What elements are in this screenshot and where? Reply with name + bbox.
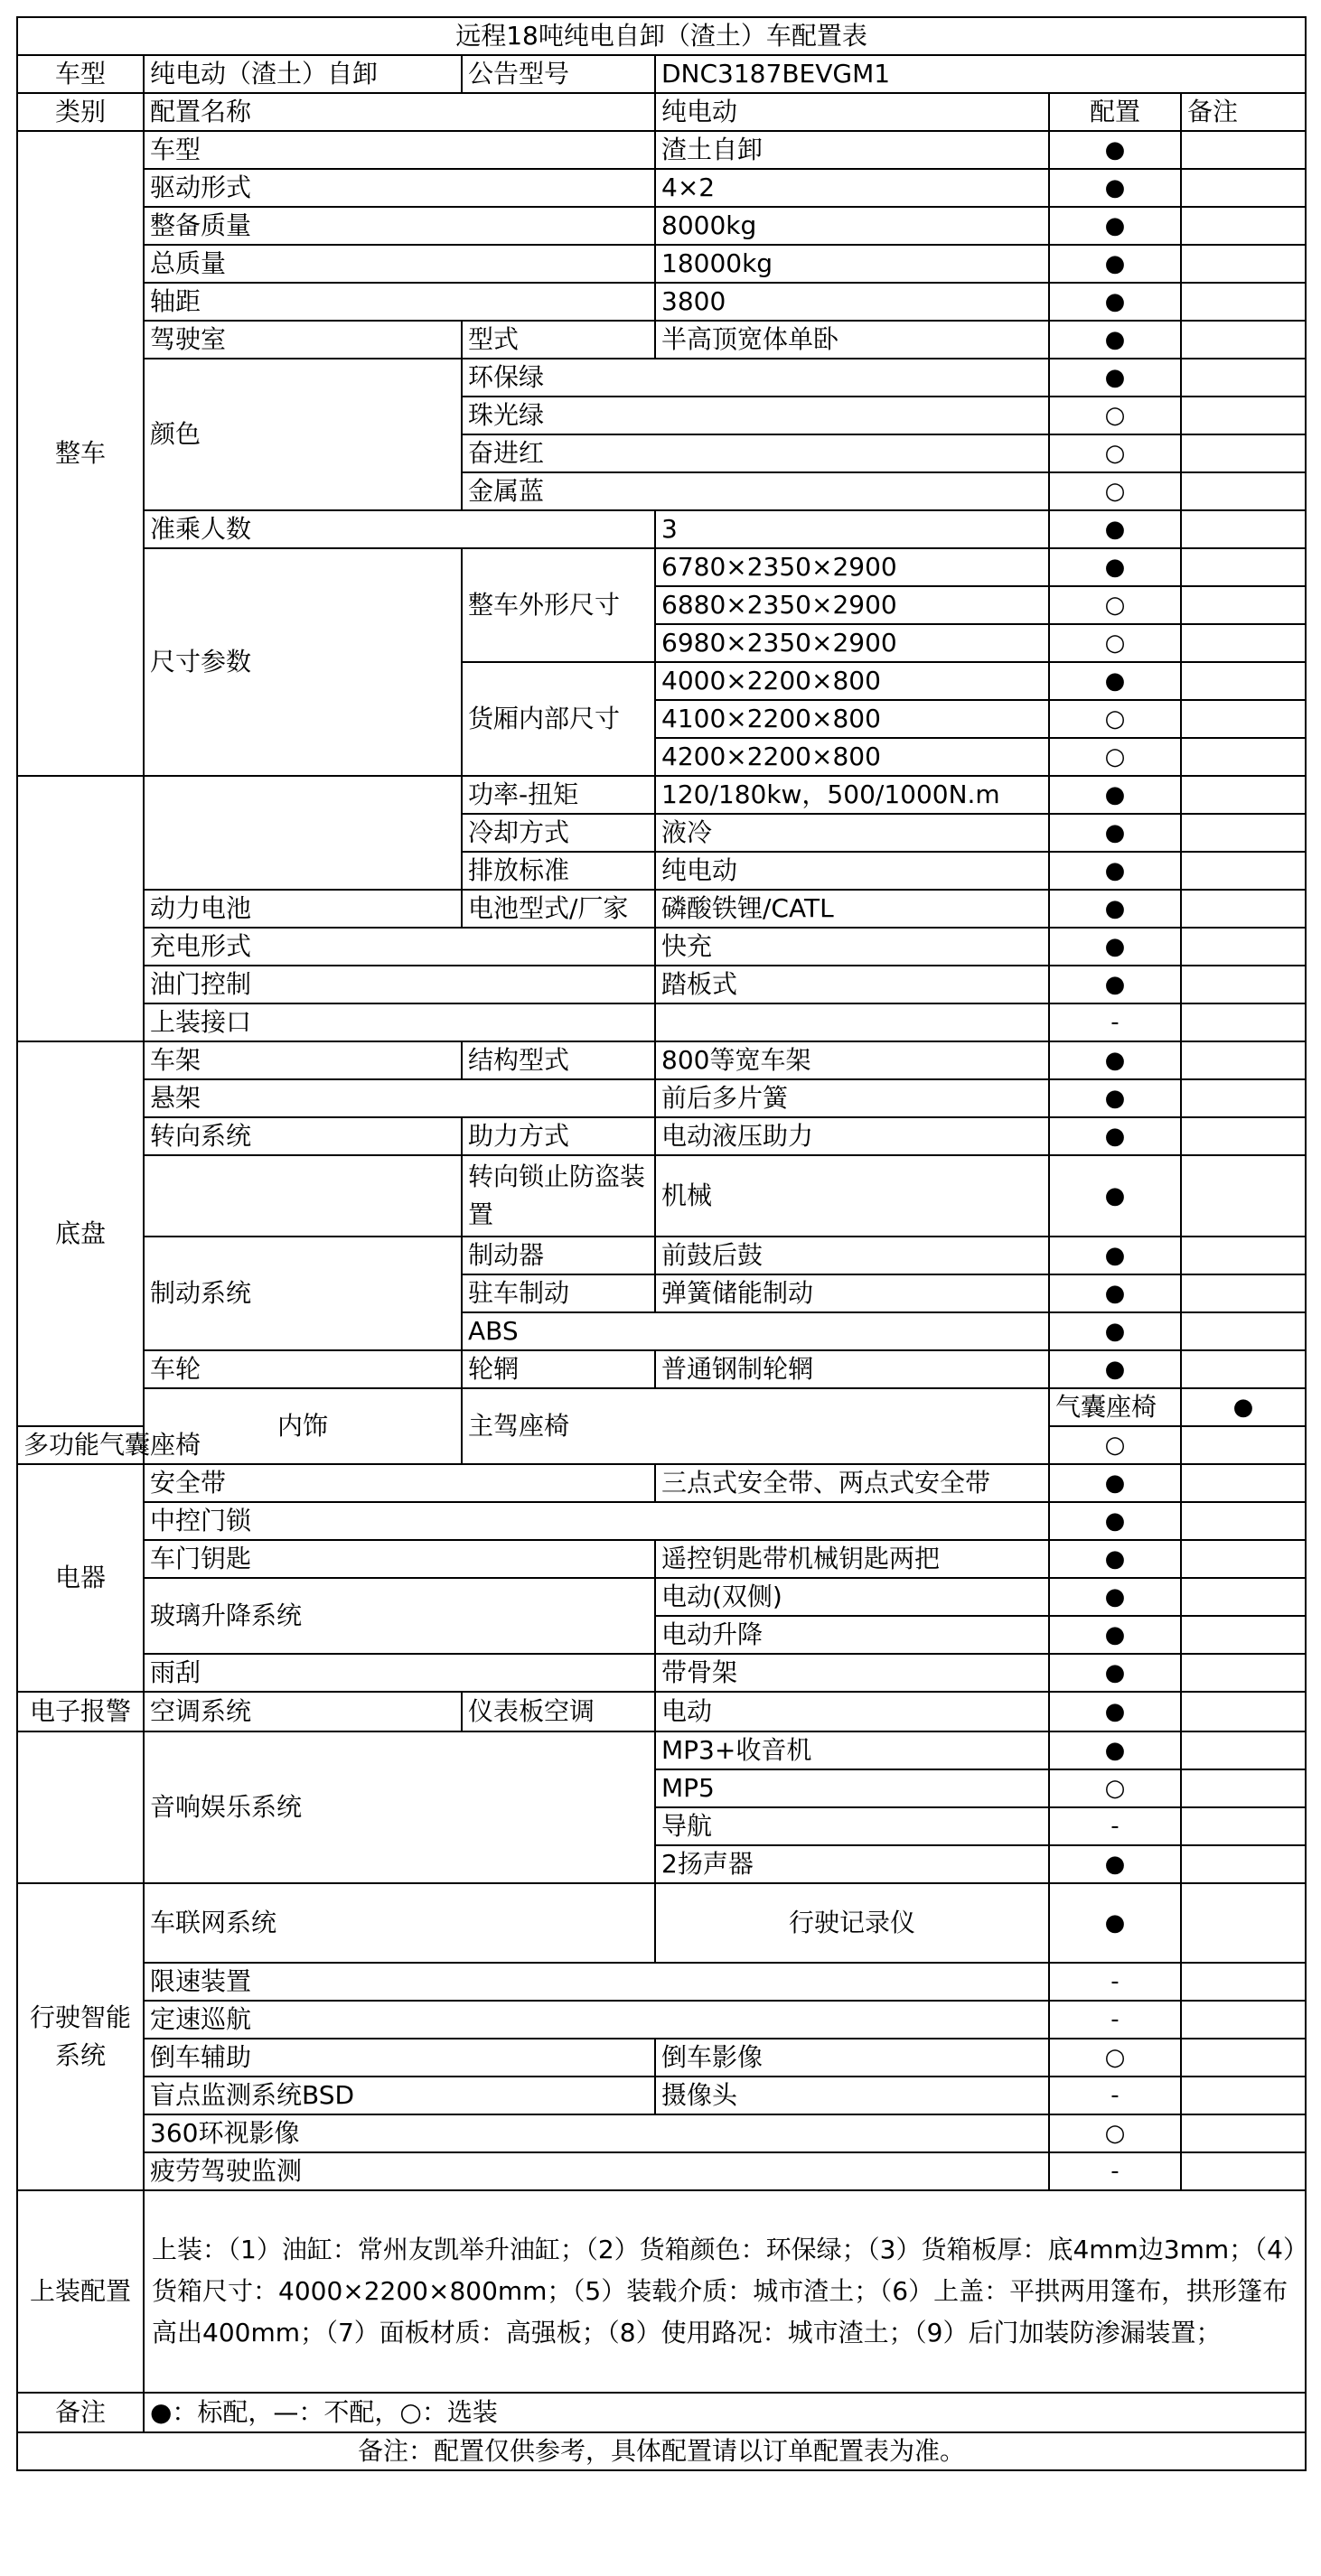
item-sub: 仪表板空调 xyxy=(462,1692,655,1731)
std-mark: ● xyxy=(1049,1237,1181,1274)
table-row xyxy=(17,1883,1306,1963)
remark-cell xyxy=(1181,776,1306,814)
std-mark: ● xyxy=(1049,283,1181,321)
remark-cell xyxy=(1181,1312,1306,1350)
item-sub: 电池型式/厂家 xyxy=(462,890,655,928)
category-smart: 行驶智能系统 xyxy=(17,1883,144,2190)
table-row xyxy=(17,321,1306,359)
std-mark: ● xyxy=(1049,1578,1181,1616)
item-sub: 驻车制动 xyxy=(462,1274,655,1312)
std-mark: ● xyxy=(1049,776,1181,814)
std-mark: ● xyxy=(1049,169,1181,207)
opt-mark: ○ xyxy=(1049,2039,1181,2077)
category-electric: 电器 xyxy=(17,1464,144,1692)
table-row xyxy=(17,1388,1306,1426)
none-mark: - xyxy=(1049,2152,1181,2190)
remark-cell xyxy=(1181,1426,1306,1464)
category-remark: 备注 xyxy=(17,2393,144,2432)
table-row xyxy=(17,2077,1306,2114)
col-remark: 备注 xyxy=(1181,93,1306,131)
std-mark: ● xyxy=(1049,1883,1181,1963)
table-row xyxy=(17,1079,1306,1117)
remark-cell xyxy=(1181,624,1306,662)
table-row xyxy=(17,1731,1306,1769)
item-name: 疲劳驾驶监测 xyxy=(144,2152,1049,2190)
item-sub: 排放标准 xyxy=(462,852,655,890)
remark-cell xyxy=(1181,1616,1306,1654)
item-name: 总质量 xyxy=(144,245,655,283)
table-row xyxy=(17,359,1306,397)
remark-cell xyxy=(1181,1540,1306,1578)
remark-cell xyxy=(1181,207,1306,245)
vehicle-label: 车型 xyxy=(17,55,144,93)
table-row xyxy=(17,966,1306,1003)
std-mark: ● xyxy=(1049,1041,1181,1079)
item-name: 限速装置 xyxy=(144,1963,1049,2001)
remark-cell xyxy=(1181,434,1306,472)
table-row xyxy=(17,1540,1306,1578)
std-mark: ● xyxy=(1049,1117,1181,1155)
std-mark: ● xyxy=(1049,1845,1181,1883)
item-name: 中控门锁 xyxy=(144,1502,1049,1540)
remark-cell xyxy=(1181,1079,1306,1117)
legend-text: ●：标配，—：不配，○：选装 xyxy=(144,2393,1306,2432)
remark-cell xyxy=(1181,2001,1306,2039)
remark-cell xyxy=(1181,738,1306,776)
col-config-name: 配置名称 xyxy=(144,93,655,131)
item-value: 4100×2200×800 xyxy=(655,700,1049,738)
remark-cell xyxy=(1181,321,1306,359)
table-row xyxy=(17,1155,1306,1237)
item-name: 倒车辅助 xyxy=(144,2039,655,2077)
item-value: 电动升降 xyxy=(655,1616,1049,1654)
std-mark: ● xyxy=(1049,1350,1181,1388)
remark-cell xyxy=(1181,1807,1306,1845)
std-mark: ● xyxy=(1049,1540,1181,1578)
opt-mark: ○ xyxy=(1049,434,1181,472)
remark-cell xyxy=(1181,548,1306,586)
item-value: 800等宽车架 xyxy=(655,1041,1049,1079)
remark-cell xyxy=(1181,700,1306,738)
col-ev: 纯电动 xyxy=(655,93,1049,131)
remark-cell xyxy=(1181,1155,1306,1237)
remark-cell xyxy=(1181,852,1306,890)
table-row xyxy=(17,1350,1306,1388)
notice-value: DNC3187BEVGM1 xyxy=(655,55,1306,93)
std-mark: ● xyxy=(1049,245,1181,283)
std-mark: ● xyxy=(1049,1616,1181,1654)
remark-cell xyxy=(1181,283,1306,321)
std-mark: ● xyxy=(1049,1464,1181,1502)
remark-cell xyxy=(1181,169,1306,207)
remark-cell xyxy=(1181,1883,1306,1963)
table-row xyxy=(17,928,1306,966)
table-row xyxy=(17,548,1306,586)
vehicle-value: 纯电动（渣土）自卸 xyxy=(144,55,462,93)
item-value: 倒车影像 xyxy=(655,2039,1049,2077)
table-row xyxy=(17,1237,1306,1274)
item-value: MP5 xyxy=(655,1769,1049,1807)
std-mark: ● xyxy=(1049,359,1181,397)
remark-cell xyxy=(1181,1769,1306,1807)
item-value: 8000kg xyxy=(655,207,1049,245)
std-mark: ● xyxy=(1049,1731,1181,1769)
table-row xyxy=(17,2001,1306,2039)
item-value: 4×2 xyxy=(655,169,1049,207)
item-value: 摄像头 xyxy=(655,2077,1049,2114)
item-name: 车架 xyxy=(144,1041,462,1079)
item-value: 电动液压助力 xyxy=(655,1117,1049,1155)
item-value: 渣土自卸 xyxy=(655,131,1049,169)
item-name xyxy=(144,1155,462,1237)
remark-cell xyxy=(1181,1464,1306,1502)
table-row xyxy=(17,1117,1306,1155)
item-name: 充电形式 xyxy=(144,928,655,966)
remark-cell xyxy=(1181,2114,1306,2152)
remark-cell xyxy=(1181,1654,1306,1692)
std-mark: ● xyxy=(1049,510,1181,548)
item-value: 液冷 xyxy=(655,814,1049,852)
item-value: 快充 xyxy=(655,928,1049,966)
remark-cell xyxy=(1181,1274,1306,1312)
remark-cell xyxy=(1181,1963,1306,2001)
footer-row xyxy=(17,2432,1306,2470)
item-option: 珠光绿 xyxy=(462,397,1049,434)
item-name: 驱动形式 xyxy=(144,169,655,207)
item-value: 气囊座椅 xyxy=(1049,1388,1181,1426)
remark-cell xyxy=(1181,359,1306,397)
remark-cell xyxy=(1181,1502,1306,1540)
item-value: 机械 xyxy=(655,1155,1049,1237)
none-mark: - xyxy=(1049,1807,1181,1845)
std-mark: ● xyxy=(1049,1692,1181,1731)
item-name: 安全带 xyxy=(144,1464,655,1502)
item-name: 音响娱乐系统 xyxy=(144,1731,655,1883)
table-row xyxy=(17,207,1306,245)
item-value: 导航 xyxy=(655,1807,1049,1845)
item-value: 6880×2350×2900 xyxy=(655,586,1049,624)
item-name: 轴距 xyxy=(144,283,655,321)
remark-cell xyxy=(1181,1041,1306,1079)
remark-cell xyxy=(1181,1237,1306,1274)
table-row xyxy=(17,1502,1306,1540)
item-sub: 转向锁止防盗装置 xyxy=(462,1155,655,1237)
std-mark: ● xyxy=(1049,207,1181,245)
item-name: 油门控制 xyxy=(144,966,655,1003)
std-mark: ● xyxy=(1049,928,1181,966)
item-name: 车门钥匙 xyxy=(144,1540,655,1578)
item-name: 车型 xyxy=(144,131,655,169)
item-value: 18000kg xyxy=(655,245,1049,283)
table-row xyxy=(17,890,1306,928)
opt-mark: ○ xyxy=(1049,1426,1181,1464)
column-header-row xyxy=(17,93,1306,131)
table-row xyxy=(17,2039,1306,2077)
table-row xyxy=(17,1692,1306,1731)
title-row xyxy=(17,17,1306,55)
std-mark: ● xyxy=(1049,1654,1181,1692)
col-config: 配置 xyxy=(1049,93,1181,131)
item-value: 3800 xyxy=(655,283,1049,321)
category-interior: 内饰 xyxy=(144,1388,462,1464)
item-sub: 货厢内部尺寸 xyxy=(462,662,655,776)
opt-mark: ○ xyxy=(1049,472,1181,510)
item-value: 电动 xyxy=(655,1692,1049,1731)
std-mark: ● xyxy=(1049,966,1181,1003)
item-name: 转向系统 xyxy=(144,1117,462,1155)
std-mark: ● xyxy=(1049,662,1181,700)
item-value: 弹簧储能制动 xyxy=(655,1274,1049,1312)
std-mark: ● xyxy=(1049,1502,1181,1540)
table-row xyxy=(17,1003,1306,1041)
none-mark: - xyxy=(1049,1963,1181,2001)
table-row xyxy=(17,131,1306,169)
opt-mark: ○ xyxy=(1049,2114,1181,2152)
item-value: 6980×2350×2900 xyxy=(655,624,1049,662)
opt-mark: ○ xyxy=(1049,1769,1181,1807)
remark-cell xyxy=(1181,928,1306,966)
remark-cell xyxy=(1181,1578,1306,1616)
item-value: 半高顶宽体单卧 xyxy=(655,321,1049,359)
table-row xyxy=(17,1963,1306,2001)
col-category: 类别 xyxy=(17,93,144,131)
item-value: 3 xyxy=(655,510,1049,548)
remark-cell xyxy=(1181,510,1306,548)
item-name: 颜色 xyxy=(144,359,462,510)
item-name: 雨刮 xyxy=(144,1654,655,1692)
item-name: 主驾座椅 xyxy=(462,1388,1049,1464)
config-table xyxy=(16,16,1307,2471)
item-name: 制动系统 xyxy=(144,1237,462,1350)
item-name xyxy=(144,776,462,890)
remark-cell xyxy=(1181,814,1306,852)
std-mark: ● xyxy=(1049,1079,1181,1117)
none-mark: - xyxy=(1049,2077,1181,2114)
item-option: 金属蓝 xyxy=(462,472,1049,510)
table-row xyxy=(17,1578,1306,1616)
remark-cell xyxy=(1181,397,1306,434)
remark-cell xyxy=(1181,1731,1306,1769)
item-name: 车轮 xyxy=(144,1350,462,1388)
remark-cell xyxy=(1181,2077,1306,2114)
item-value: 带骨架 xyxy=(655,1654,1049,1692)
table-row xyxy=(17,169,1306,207)
table-row xyxy=(17,2393,1306,2432)
remark-cell xyxy=(1181,131,1306,169)
std-mark: ● xyxy=(1049,890,1181,928)
item-option: 环保绿 xyxy=(462,359,1049,397)
opt-mark: ○ xyxy=(1049,738,1181,776)
opt-mark: ○ xyxy=(1049,586,1181,624)
item-value: 磷酸铁锂/CATL xyxy=(655,890,1049,928)
item-name: 360环视影像 xyxy=(144,2114,1049,2152)
category-chassis: 底盘 xyxy=(17,1041,144,1426)
item-sub: 功率-扭矩 xyxy=(462,776,655,814)
item-sub: 整车外形尺寸 xyxy=(462,548,655,662)
item-name: 驾驶室 xyxy=(144,321,462,359)
item-sub: 轮辋 xyxy=(462,1350,655,1388)
item-value: 4200×2200×800 xyxy=(655,738,1049,776)
item-value: 前鼓后鼓 xyxy=(655,1237,1049,1274)
table-row xyxy=(17,1464,1306,1502)
remark-cell xyxy=(1181,1692,1306,1731)
body-config-text: 上装：（1）油缸：常州友凯举升油缸；（2）货箱颜色：环保绿；（3）货箱板厚：底4mm边3mm；（4）货箱尺寸：4000×2200×800mm；（5）装载介质：城市渣土；（6）上盖：平拱两用篷布，拱形篷布高出400mm；（7）面板材质：高强板；（8）使用路况：城市渣土；（9）后门加装防渗漏装置； xyxy=(144,2190,1306,2393)
remark-cell xyxy=(1181,472,1306,510)
std-mark: ● xyxy=(1049,131,1181,169)
remark-cell xyxy=(1181,966,1306,1003)
item-name: 玻璃升降系统 xyxy=(144,1578,655,1654)
table-row xyxy=(17,2190,1306,2393)
footer-note: 备注：配置仅供参考，具体配置请以订单配置表为准。 xyxy=(17,2432,1306,2470)
remark-cell xyxy=(1181,586,1306,624)
std-mark: ● xyxy=(1049,548,1181,586)
item-value: 三点式安全带、两点式安全带 xyxy=(655,1464,1049,1502)
item-sub: 助力方式 xyxy=(462,1117,655,1155)
item-value: 普通钢制轮辋 xyxy=(655,1350,1049,1388)
sheet-title: 远程18吨纯电自卸（渣土）车配置表 xyxy=(17,17,1306,55)
item-name: 空调系统 xyxy=(144,1692,462,1731)
std-mark: ● xyxy=(1049,1155,1181,1237)
item-value: MP3+收音机 xyxy=(655,1731,1049,1769)
remark-cell xyxy=(1181,245,1306,283)
notice-label: 公告型号 xyxy=(462,55,655,93)
table-row xyxy=(17,1654,1306,1692)
item-value: 遥控钥匙带机械钥匙两把 xyxy=(655,1540,1049,1578)
item-name: 动力电池 xyxy=(144,890,462,928)
item-value: 踏板式 xyxy=(655,966,1049,1003)
table-row xyxy=(17,1041,1306,1079)
item-name: 悬架 xyxy=(144,1079,655,1117)
item-value: 120/180kw，500/1000N.m xyxy=(655,776,1049,814)
std-mark: ● xyxy=(1049,321,1181,359)
std-mark: ● xyxy=(1049,1274,1181,1312)
table-row xyxy=(17,510,1306,548)
opt-mark: ○ xyxy=(1049,397,1181,434)
opt-mark: ○ xyxy=(1049,624,1181,662)
config-sheet xyxy=(16,16,1305,2471)
item-name: 定速巡航 xyxy=(144,2001,1049,2039)
item-name: 车联网系统 xyxy=(144,1883,655,1963)
opt-mark: ○ xyxy=(1049,700,1181,738)
category-body: 上装配置 xyxy=(17,2190,144,2393)
item-name: 尺寸参数 xyxy=(144,548,462,776)
std-mark: ● xyxy=(1049,814,1181,852)
remark-cell xyxy=(1181,1350,1306,1388)
none-mark: - xyxy=(1049,1003,1181,1041)
item-sub: ABS xyxy=(462,1312,1049,1350)
item-value: 4000×2200×800 xyxy=(655,662,1049,700)
remark-cell xyxy=(1181,1117,1306,1155)
item-value xyxy=(655,1003,1049,1041)
item-value: 多功能气囊座椅 xyxy=(17,1426,144,1464)
item-sub: 冷却方式 xyxy=(462,814,655,852)
remark-cell xyxy=(1181,1845,1306,1883)
item-name: 上装接口 xyxy=(144,1003,655,1041)
remark-cell xyxy=(1181,2152,1306,2190)
table-row xyxy=(17,245,1306,283)
item-value: 电动(双侧) xyxy=(655,1578,1049,1616)
category-media xyxy=(17,1731,144,1883)
item-value: 纯电动 xyxy=(655,852,1049,890)
remark-cell xyxy=(1181,2039,1306,2077)
item-option: 奋进红 xyxy=(462,434,1049,472)
category-alarm: 电子报警 xyxy=(17,1692,144,1731)
remark-cell xyxy=(1181,1003,1306,1041)
item-sub: 结构型式 xyxy=(462,1041,655,1079)
none-mark: - xyxy=(1049,2001,1181,2039)
item-value: 行驶记录仪 xyxy=(655,1883,1049,1963)
item-name: 准乘人数 xyxy=(144,510,655,548)
remark-cell xyxy=(1181,662,1306,700)
table-row xyxy=(17,2152,1306,2190)
table-row xyxy=(17,2114,1306,2152)
item-value: 前后多片簧 xyxy=(655,1079,1049,1117)
remark-cell xyxy=(1181,890,1306,928)
item-name: 整备质量 xyxy=(144,207,655,245)
item-value: 2扬声器 xyxy=(655,1845,1049,1883)
item-sub: 型式 xyxy=(462,321,655,359)
model-row xyxy=(17,55,1306,93)
category-vehicle: 整车 xyxy=(17,131,144,776)
std-mark: ● xyxy=(1049,1312,1181,1350)
item-sub: 制动器 xyxy=(462,1237,655,1274)
item-name: 盲点监测系统BSD xyxy=(144,2077,655,2114)
table-row xyxy=(17,283,1306,321)
category-power xyxy=(17,776,144,1041)
item-value: 6780×2350×2900 xyxy=(655,548,1049,586)
table-row xyxy=(17,776,1306,814)
std-mark: ● xyxy=(1049,852,1181,890)
std-mark: ● xyxy=(1181,1388,1306,1426)
